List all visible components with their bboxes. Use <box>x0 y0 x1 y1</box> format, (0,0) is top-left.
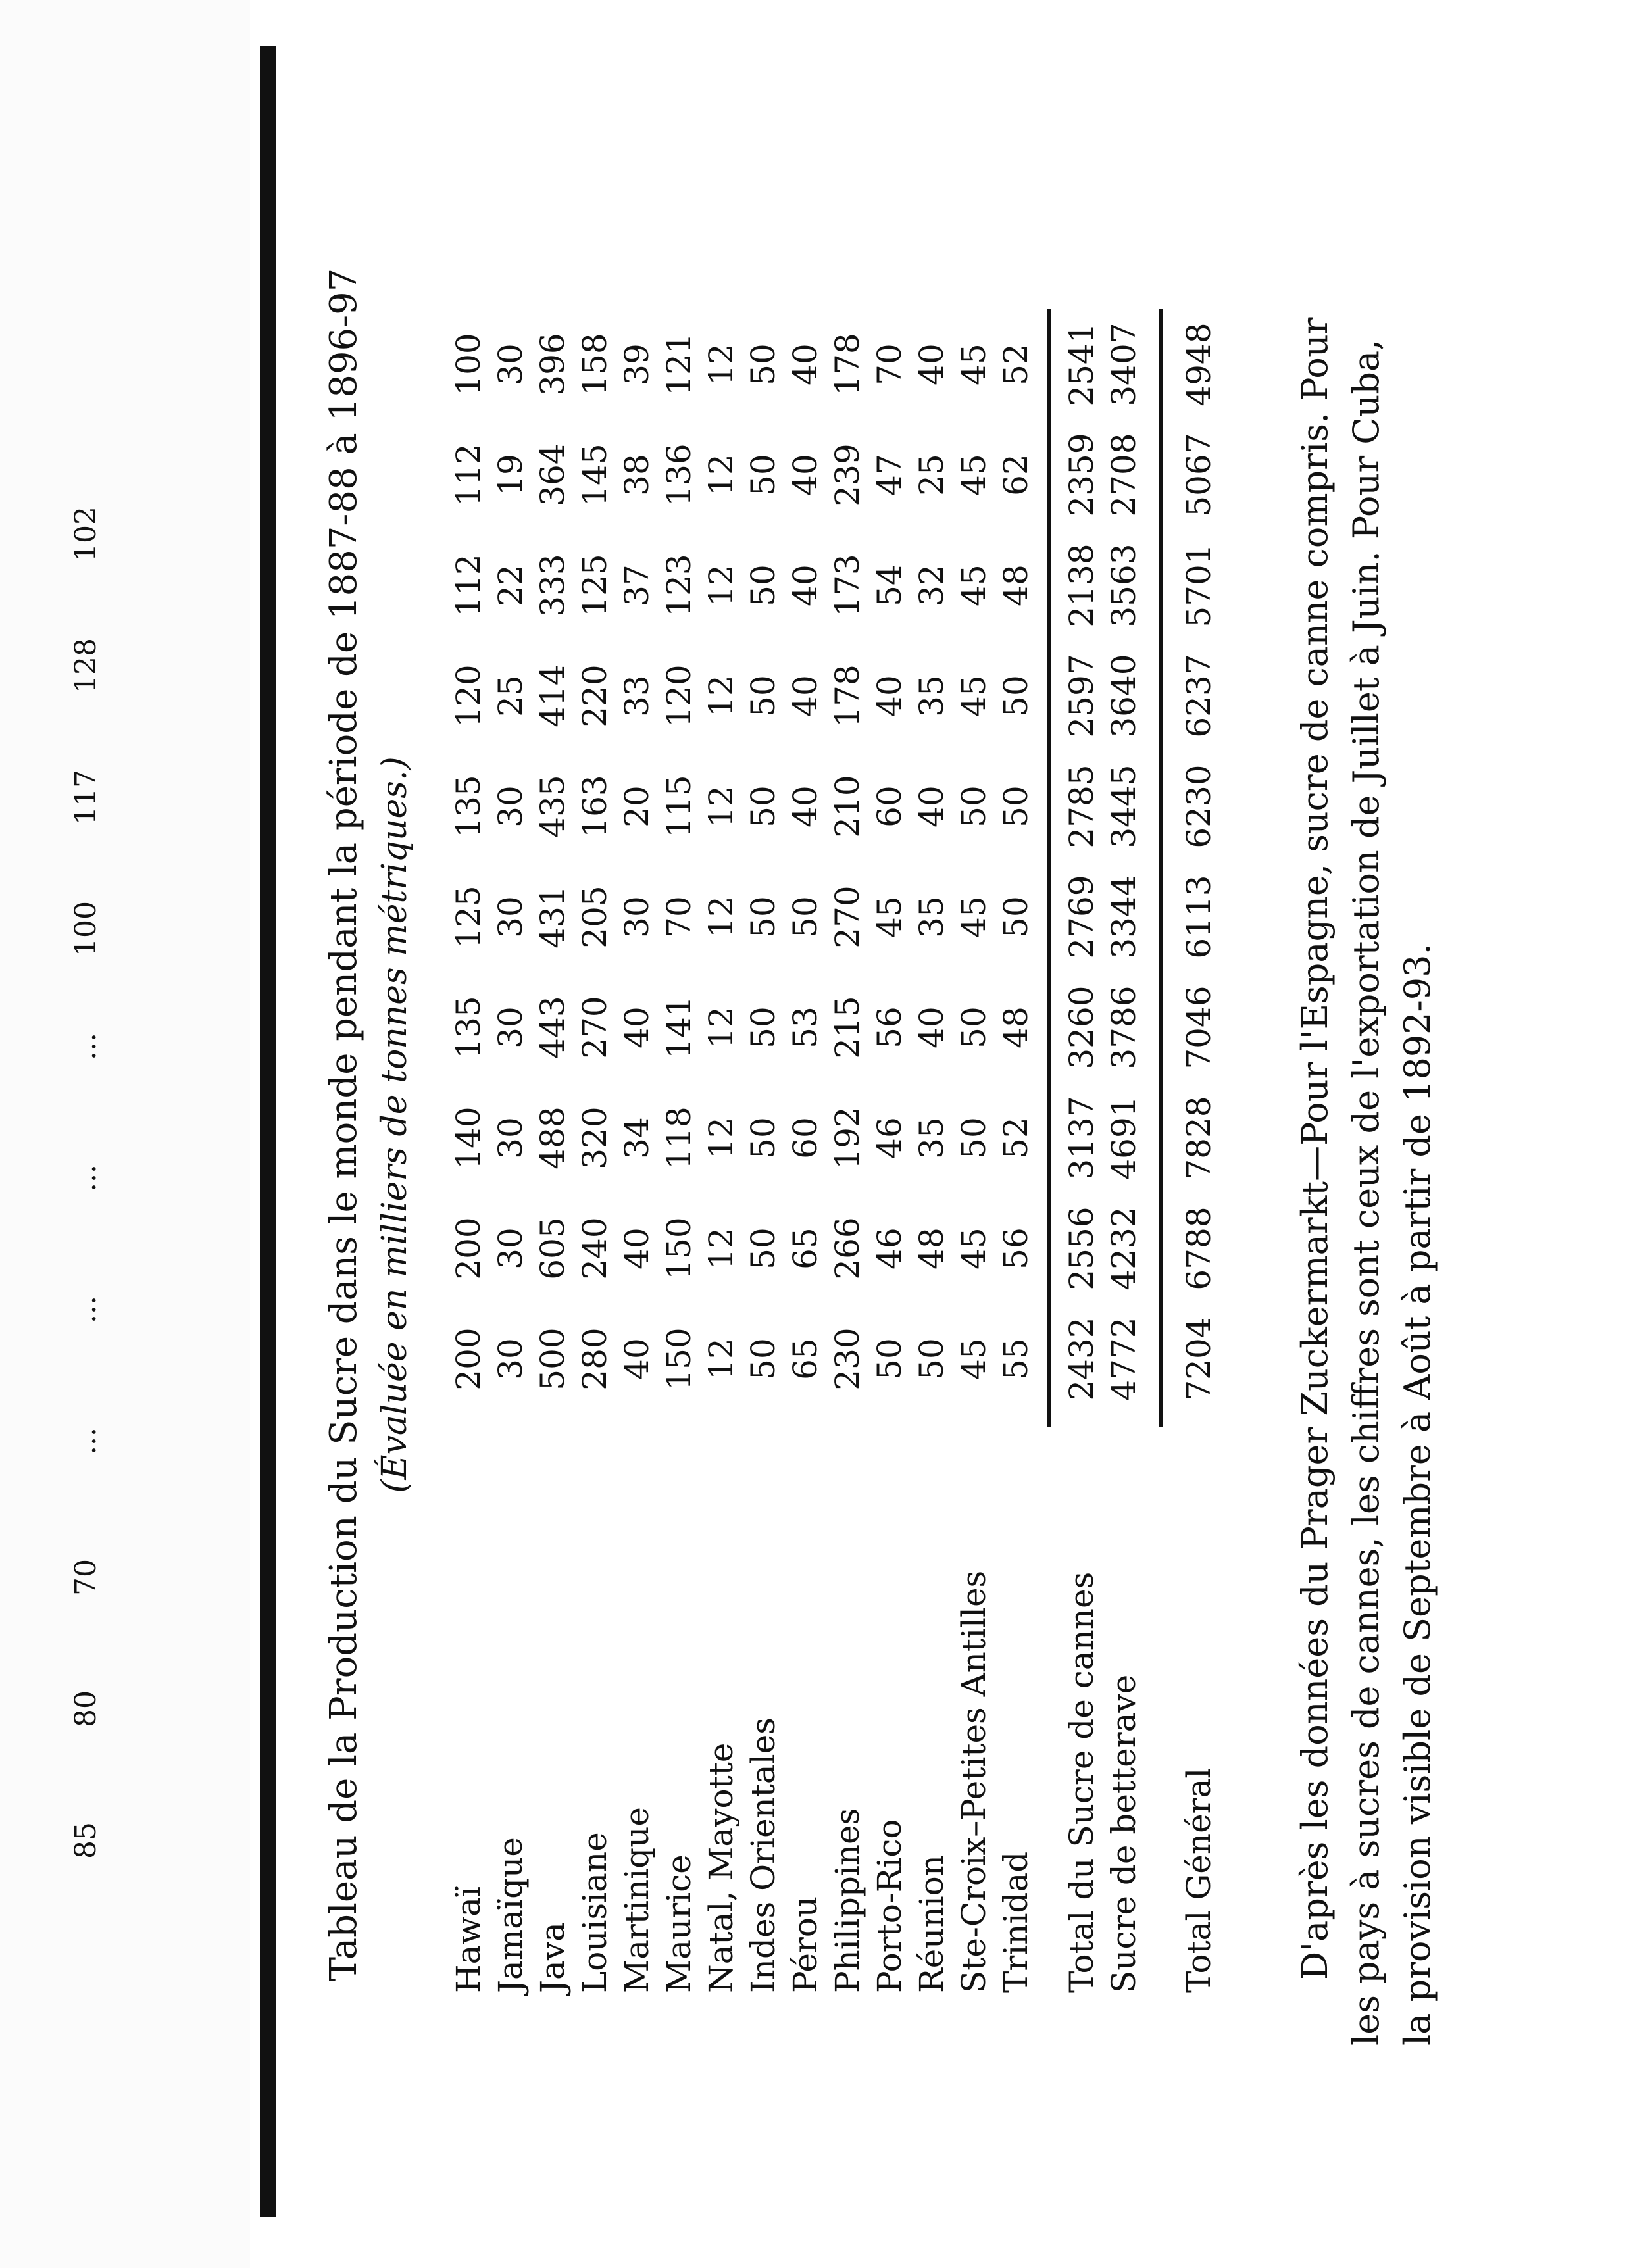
table-cell: 100 <box>449 333 488 396</box>
left-cell: 102 <box>69 506 103 562</box>
table-cell: 163 <box>576 775 614 838</box>
table-cell: 50 <box>955 1117 993 1159</box>
table-row <box>784 283 826 1993</box>
table-row <box>995 283 1037 1993</box>
table-cell: 70 <box>870 343 909 385</box>
table-cell: 46 <box>870 1227 909 1270</box>
table-cell: 192 <box>828 1106 866 1170</box>
table-cell: 54 <box>870 564 909 606</box>
country-rows <box>447 283 1037 1993</box>
table-cell: 40 <box>786 675 824 717</box>
left-cell: 80 <box>69 1690 103 1727</box>
table-cell: 6788 <box>1180 1206 1218 1291</box>
table-cell: 30 <box>491 896 530 938</box>
table-cell: 50 <box>744 1338 782 1380</box>
row-label: Martinique <box>618 1807 656 1993</box>
table-cell: 22 <box>491 564 530 606</box>
table-cell: 12 <box>702 1117 740 1159</box>
table-cell: 7046 <box>1180 985 1218 1070</box>
table-cell: 240 <box>576 1217 614 1280</box>
table-cell: 3260 <box>1063 985 1101 1070</box>
table-cell: 6230 <box>1180 764 1218 849</box>
table-row <box>700 283 742 1993</box>
left-facing-page <box>0 0 250 2268</box>
table-cell: 4772 <box>1105 1317 1143 1401</box>
table-cell: 2138 <box>1063 543 1101 628</box>
table-row <box>616 283 658 1993</box>
row-label: Total Général <box>1180 1767 1218 1993</box>
left-cell: 85 <box>69 1822 103 1859</box>
table-cell: 7828 <box>1180 1096 1218 1180</box>
row-label: Sucre de betterave <box>1105 1674 1143 1993</box>
table-cell: 52 <box>997 1117 1035 1159</box>
table-cell: 30 <box>491 1227 530 1270</box>
table-cell: 60 <box>786 1117 824 1159</box>
table-cell: 50 <box>744 896 782 938</box>
table-cell: 50 <box>744 1006 782 1048</box>
grand-total-divider <box>1159 309 1163 1427</box>
left-row-1 <box>69 506 103 2111</box>
table-cell: 52 <box>997 343 1035 385</box>
table-cell: 35 <box>913 896 951 938</box>
table-cell: 2556 <box>1063 1206 1101 1291</box>
left-row-label <box>69 1954 103 2111</box>
table-cell: 12 <box>702 785 740 827</box>
table-cell: 40 <box>786 343 824 385</box>
page-gutter-line <box>260 46 276 2217</box>
table-cell: 46 <box>870 1117 909 1159</box>
table-cell: 50 <box>744 564 782 606</box>
table-cell: 6237 <box>1180 654 1218 738</box>
table-cell: 4232 <box>1105 1206 1143 1291</box>
table-cell: 30 <box>491 1006 530 1048</box>
table-cell: 40 <box>618 1006 656 1048</box>
table-row <box>742 283 784 1993</box>
table-cell: 50 <box>744 1117 782 1159</box>
table-cell: 32 <box>913 564 951 606</box>
table-cell: 333 <box>534 554 572 617</box>
table-cell: 37 <box>618 564 656 606</box>
table-cell: 2432 <box>1063 1317 1101 1401</box>
table-cell: 112 <box>449 443 488 506</box>
row-label: Trinidad <box>997 1851 1035 1993</box>
table-cell: 270 <box>828 885 866 949</box>
table-cell: 414 <box>534 664 572 727</box>
table-cell: 47 <box>870 454 909 496</box>
table-cell: 123 <box>660 554 698 617</box>
table-cell: 48 <box>997 564 1035 606</box>
left-page-fragment <box>69 138 122 2111</box>
table-cell: 45 <box>955 675 993 717</box>
table-cell: 40 <box>913 343 951 385</box>
table-cell: 136 <box>660 443 698 506</box>
table-cell: 145 <box>576 443 614 506</box>
row-label: Ste-Croix–Petites Antilles <box>955 1570 993 1993</box>
left-cell: 100 <box>69 901 103 956</box>
table-cell: 40 <box>618 1227 656 1270</box>
row-label: Réunion <box>913 1855 951 1993</box>
table-cell: 45 <box>955 896 993 938</box>
row-label: Philippines <box>828 1808 866 1993</box>
table-cell: 48 <box>997 1006 1035 1048</box>
table-row <box>574 283 616 1993</box>
table-cell: 40 <box>786 785 824 827</box>
table-cell: 210 <box>828 775 866 838</box>
grand-total-row <box>1178 283 1220 1993</box>
table-cell: 200 <box>449 1327 488 1391</box>
table-cell: 5701 <box>1180 543 1218 628</box>
table-cell: 50 <box>997 675 1035 717</box>
table-cell: 135 <box>449 996 488 1059</box>
table-cell: 200 <box>449 1217 488 1280</box>
table-cell: 12 <box>702 454 740 496</box>
table-cell: 320 <box>576 1106 614 1170</box>
table-cell: 62 <box>997 454 1035 496</box>
table-cell: 266 <box>828 1217 866 1280</box>
table-cell: 125 <box>576 554 614 617</box>
table-cell: 2708 <box>1105 433 1143 517</box>
table-cell: 2541 <box>1063 322 1101 407</box>
table-cell: 50 <box>955 785 993 827</box>
table-cell: 20 <box>618 785 656 827</box>
grand-total <box>1178 283 1220 1993</box>
left-cell: ... <box>69 1296 103 1323</box>
table-cell: 215 <box>828 996 866 1059</box>
table-cell: 4948 <box>1180 322 1218 407</box>
table-cell: 396 <box>534 333 572 396</box>
total-row <box>1061 283 1103 1993</box>
table-cell: 140 <box>449 1106 488 1170</box>
table-cell: 158 <box>576 333 614 396</box>
table-cell: 65 <box>786 1227 824 1270</box>
table-cell: 280 <box>576 1327 614 1391</box>
table-cell: 270 <box>576 996 614 1059</box>
table-cell: 4691 <box>1105 1096 1143 1180</box>
table-row <box>532 283 574 1993</box>
table-cell: 39 <box>618 343 656 385</box>
table-cell: 50 <box>870 1338 909 1380</box>
row-label: Total du Sucre de cannes <box>1063 1571 1101 1993</box>
table-cell: 3640 <box>1105 654 1143 738</box>
table-cell: 12 <box>702 1006 740 1048</box>
footnote-line-1: D'après les données du Prager Zuckermarkt—Pour l'Espagne, sucre de canne compris. Pour <box>1294 317 1336 1980</box>
table-cell: 173 <box>828 554 866 617</box>
table-cell: 220 <box>576 664 614 727</box>
table-cell: 178 <box>828 664 866 727</box>
left-cell: ... <box>69 1033 103 1060</box>
table-cell: 2597 <box>1063 654 1101 738</box>
table-cell: 55 <box>997 1338 1035 1380</box>
row-label: Porto-Rico <box>870 1819 909 1993</box>
table-cell: 239 <box>828 443 866 506</box>
row-label: Natal, Mayotte <box>702 1742 740 1993</box>
table-cell: 40 <box>913 1006 951 1048</box>
table-cell: 121 <box>660 333 698 396</box>
table-cell: 40 <box>786 454 824 496</box>
row-label: Indes Orientales <box>744 1717 782 1993</box>
table-cell: 50 <box>786 896 824 938</box>
table-cell: 50 <box>744 454 782 496</box>
table-cell: 25 <box>913 454 951 496</box>
table-cell: 40 <box>786 564 824 606</box>
row-label: Louisiane <box>576 1832 614 1993</box>
table-cell: 34 <box>618 1117 656 1159</box>
table-cell: 2769 <box>1063 875 1101 959</box>
table-cell: 150 <box>660 1327 698 1391</box>
table-cell: 30 <box>491 1117 530 1159</box>
table-cell: 56 <box>997 1227 1035 1270</box>
table-cell: 150 <box>660 1217 698 1280</box>
table-cell: 12 <box>702 1227 740 1270</box>
table-cell: 178 <box>828 333 866 396</box>
table-cell: 12 <box>702 1338 740 1380</box>
table-cell: 115 <box>660 775 698 838</box>
table-cell: 5067 <box>1180 433 1218 517</box>
left-cell: 128 <box>69 638 103 693</box>
table-cell: 45 <box>870 896 909 938</box>
table-cell: 118 <box>660 1106 698 1170</box>
table-cell: 60 <box>870 785 909 827</box>
table-cell: 45 <box>955 343 993 385</box>
table-cell: 7204 <box>1180 1317 1218 1401</box>
table-cell: 50 <box>744 343 782 385</box>
table-cell: 488 <box>534 1106 572 1170</box>
table-cell: 50 <box>997 896 1035 938</box>
table-cell: 3786 <box>1105 985 1143 1070</box>
table-cell: 45 <box>955 1338 993 1380</box>
row-label: Maurice <box>660 1854 698 1993</box>
table-cell: 65 <box>786 1338 824 1380</box>
table-cell: 50 <box>744 785 782 827</box>
row-label: Hawaï <box>449 1886 488 1993</box>
table-cell: 56 <box>870 1006 909 1048</box>
table-row <box>447 283 489 1993</box>
table-cell: 2785 <box>1063 764 1101 849</box>
table-cell: 50 <box>744 675 782 717</box>
footnote <box>1290 204 1443 2046</box>
totals-divider <box>1047 309 1051 1427</box>
table-cell: 25 <box>491 675 530 717</box>
table-cell: 30 <box>491 1338 530 1380</box>
table-cell: 50 <box>997 785 1035 827</box>
left-cell: ... <box>69 1164 103 1192</box>
table-row <box>826 283 868 1993</box>
row-label: Pérou <box>786 1896 824 1993</box>
table-cell: 431 <box>534 885 572 949</box>
rotated-page <box>322 138 1629 2111</box>
table-cell: 230 <box>828 1327 866 1391</box>
table-cell: 3563 <box>1105 543 1143 628</box>
table-cell: 605 <box>534 1217 572 1280</box>
table-cell: 3137 <box>1063 1096 1101 1180</box>
table-cell: 141 <box>660 996 698 1059</box>
table-row <box>658 283 700 1993</box>
table-cell: 435 <box>534 775 572 838</box>
left-cell: 117 <box>69 770 103 825</box>
table-row <box>953 283 995 1993</box>
table-cell: 3344 <box>1105 875 1143 959</box>
table-cell: 38 <box>618 454 656 496</box>
table-cell: 500 <box>534 1327 572 1391</box>
table-cell: 45 <box>955 454 993 496</box>
total-row <box>1103 283 1145 1993</box>
table-cell: 40 <box>618 1338 656 1380</box>
table-cell: 45 <box>955 1227 993 1270</box>
row-label: Java <box>534 1922 572 1993</box>
table-title: Tableau de la Production du Sucre dans le monde pendant la période de 1887-88 à 1896-97 <box>322 268 365 1982</box>
left-cell: ... <box>69 1427 103 1455</box>
table-cell: 40 <box>870 675 909 717</box>
footnote-line-3: la provision visible de Septembre à Août à partir de 1892-93. <box>1397 943 1438 2046</box>
table-cell: 6113 <box>1180 875 1218 959</box>
table-cell: 40 <box>913 785 951 827</box>
table-cell: 12 <box>702 896 740 938</box>
table-cell: 53 <box>786 1006 824 1048</box>
table-cell: 120 <box>660 664 698 727</box>
table-cell: 30 <box>618 896 656 938</box>
production-table <box>447 283 1220 1993</box>
table-cell: 45 <box>955 564 993 606</box>
table-cell: 205 <box>576 885 614 949</box>
table-cell: 112 <box>449 554 488 617</box>
table-cell: 12 <box>702 564 740 606</box>
table-cell: 30 <box>491 343 530 385</box>
table-cell: 35 <box>913 1117 951 1159</box>
table-row <box>868 283 911 1993</box>
table-cell: 12 <box>702 675 740 717</box>
table-cell: 135 <box>449 775 488 838</box>
table-cell: 50 <box>955 1006 993 1048</box>
table-cell: 33 <box>618 675 656 717</box>
table-cell: 2359 <box>1063 433 1101 517</box>
table-cell: 19 <box>491 454 530 496</box>
table-cell: 364 <box>534 443 572 506</box>
table-row <box>489 283 532 1993</box>
table-row <box>911 283 953 1993</box>
table-cell: 50 <box>913 1338 951 1380</box>
footnote-line-2: les pays à sucres de cannes, les chiffres sont ceux de l'exportation de Juillet à Juin. Pour Cuba, <box>1345 339 1387 2046</box>
table-cell: 48 <box>913 1227 951 1270</box>
table-cell: 120 <box>449 664 488 727</box>
table-cell: 50 <box>744 1227 782 1270</box>
table-cell: 35 <box>913 675 951 717</box>
table-cell: 3407 <box>1105 322 1143 407</box>
table-subtitle: (Évaluée en milliers de tonnes métriques.) <box>375 756 414 1493</box>
left-cell: 70 <box>69 1559 103 1596</box>
table-cell: 30 <box>491 785 530 827</box>
total-rows <box>1061 283 1145 1993</box>
table-cell: 70 <box>660 896 698 938</box>
table-cell: 12 <box>702 343 740 385</box>
row-label: Jamaïque <box>491 1837 530 1993</box>
table-cell: 443 <box>534 996 572 1059</box>
table-cell: 3445 <box>1105 764 1143 849</box>
table-cell: 125 <box>449 885 488 949</box>
